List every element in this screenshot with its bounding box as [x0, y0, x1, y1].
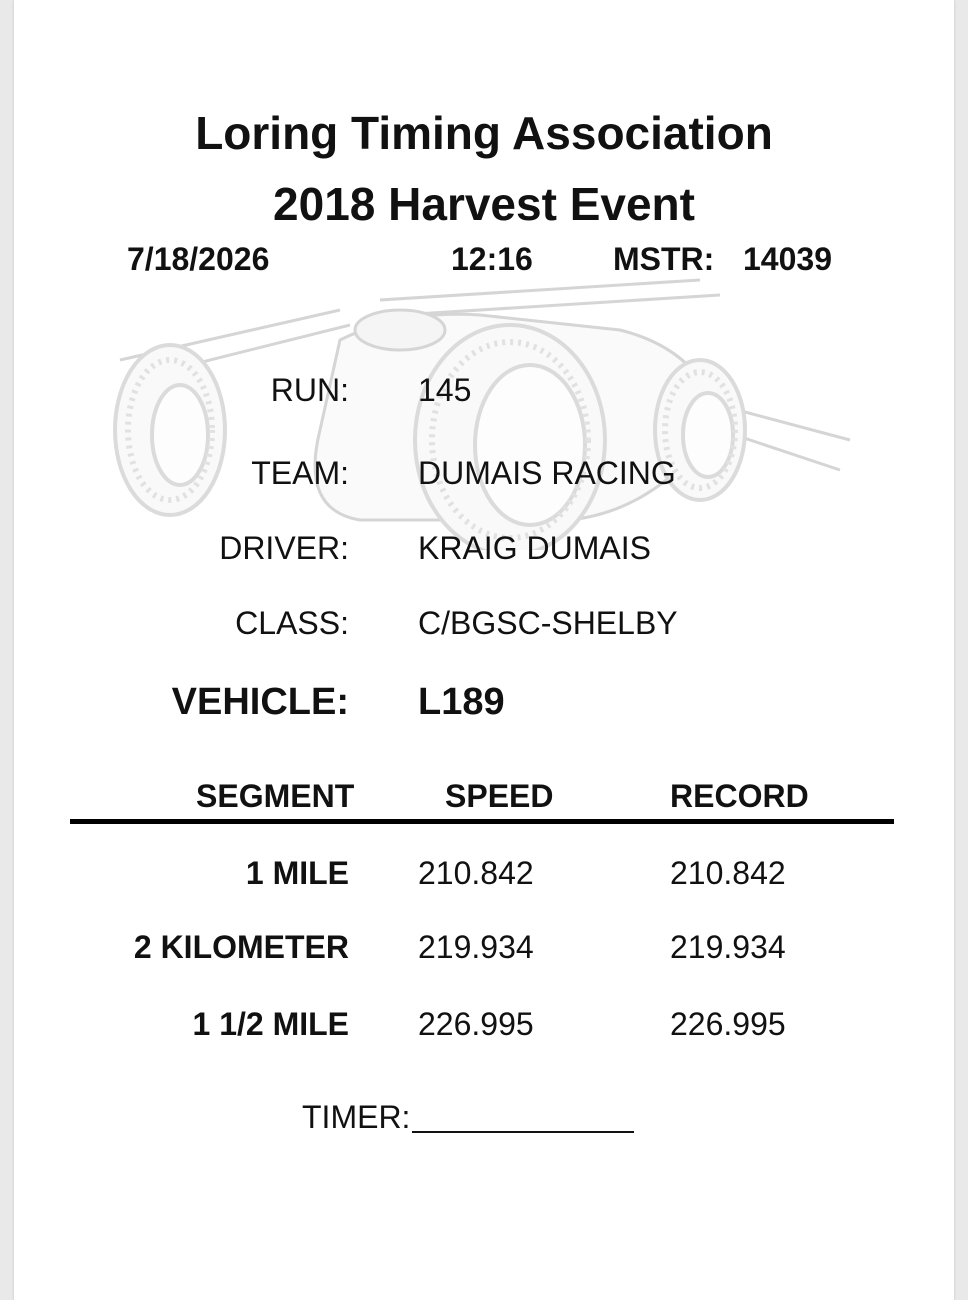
mstr-value: 14039 [743, 241, 832, 277]
event-title: 2018 Harvest Event [273, 178, 695, 230]
driver-value: KRAIG DUMAIS [418, 530, 651, 566]
vintage-race-car-icon [100, 270, 860, 550]
run-date: 7/18/2026 [127, 241, 270, 277]
class-value: C/BGSC-SHELBY [418, 605, 678, 641]
segment-3: 1 1/2 MILE [192, 1006, 349, 1042]
run-label: RUN: [270, 372, 349, 408]
vehicle-label: VEHICLE: [171, 681, 349, 723]
speed-3: 226.995 [418, 1006, 534, 1042]
team-label: TEAM: [251, 455, 349, 491]
record-3: 226.995 [670, 1006, 786, 1042]
team-value: DUMAIS RACING [418, 455, 676, 491]
mstr-label: MSTR: [613, 241, 715, 277]
header-divider [70, 819, 894, 824]
speed-header: SPEED [445, 778, 554, 814]
class-label: CLASS: [235, 605, 349, 641]
run-time: 12:16 [451, 241, 533, 277]
speed-1: 210.842 [418, 855, 534, 891]
record-1: 210.842 [670, 855, 786, 891]
speed-2: 219.934 [418, 929, 534, 965]
segment-2: 2 KILOMETER [133, 929, 349, 965]
run-value: 145 [418, 372, 472, 408]
timer-label: TIMER: [302, 1099, 411, 1135]
record-2: 219.934 [670, 929, 786, 965]
vehicle-value: L189 [418, 681, 505, 723]
association-title: Loring Timing Association [195, 107, 773, 159]
segment-1: 1 MILE [245, 855, 349, 891]
record-header: RECORD [670, 778, 809, 814]
timer-signature [302, 1101, 634, 1133]
timer-signature-line [412, 1101, 634, 1133]
segment-header: SEGMENT [196, 778, 355, 814]
driver-label: DRIVER: [219, 530, 349, 566]
